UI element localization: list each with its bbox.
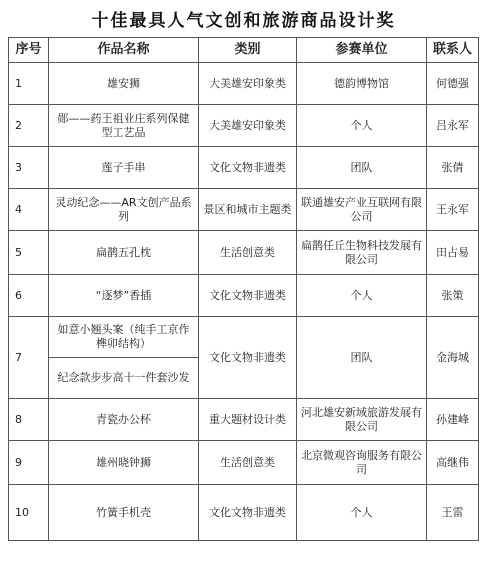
table-row	[9, 441, 479, 485]
row-num: 4	[9, 189, 49, 231]
row-name: 扁鹊五孔枕	[49, 231, 199, 275]
awards-table	[8, 37, 479, 541]
row-unit: 个人	[297, 105, 427, 147]
row-contact: 金海城	[427, 317, 479, 399]
row-category: 生活创意类	[199, 231, 297, 275]
table-header-row	[9, 38, 479, 63]
row-name: “逐梦”香插	[49, 275, 199, 317]
row-contact: 王雷	[427, 485, 479, 541]
row-num: 6	[9, 275, 49, 317]
header-unit: 参赛单位	[297, 38, 427, 63]
row-name-second: 纪念款步步高十一件套沙发	[49, 358, 199, 399]
table-row	[9, 485, 479, 541]
row-unit: 联通雄安产业互联网有限公司	[297, 189, 427, 231]
row-contact: 张倩	[427, 147, 479, 189]
row-num: 8	[9, 399, 49, 441]
header-num: 序号	[9, 38, 49, 63]
row-contact: 何德强	[427, 63, 479, 105]
row-name: 雄州晓钟狮	[49, 441, 199, 485]
row-contact: 吕永军	[427, 105, 479, 147]
row-category: 文化文物非遗类	[199, 485, 297, 541]
row-category: 文化文物非遗类	[199, 317, 297, 399]
row-name: 灵动纪念——AR文创产品系列	[49, 189, 199, 231]
row-num: 10	[9, 485, 49, 541]
row-unit: 团队	[297, 147, 427, 189]
row-name: 郧——药王祖业庄系列保健型工艺品	[49, 105, 199, 147]
row-unit: 河北雄安新域旅游发展有限公司	[297, 399, 427, 441]
row-category: 重大题材设计类	[199, 399, 297, 441]
row-unit: 团队	[297, 317, 427, 399]
row-unit: 扁鹊任丘生物科技发展有限公司	[297, 231, 427, 275]
table-row	[9, 275, 479, 317]
row-name: 雄安狮	[49, 63, 199, 105]
row-contact: 张策	[427, 275, 479, 317]
row-unit: 北京微观咨询服务有限公司	[297, 441, 427, 485]
row-category: 生活创意类	[199, 441, 297, 485]
table-row	[9, 231, 479, 275]
row-unit: 个人	[297, 275, 427, 317]
row-name: 青瓷办公杯	[49, 399, 199, 441]
row-category: 景区和城市主题类	[199, 189, 297, 231]
table-row	[9, 317, 479, 358]
table-row	[9, 399, 479, 441]
table-row	[9, 147, 479, 189]
header-category: 类别	[199, 38, 297, 63]
row-num: 2	[9, 105, 49, 147]
row-contact: 孙建峰	[427, 399, 479, 441]
row-category: 文化文物非遗类	[199, 275, 297, 317]
row-contact: 田占易	[427, 231, 479, 275]
row-category: 大美雄安印象类	[199, 105, 297, 147]
row-unit: 德韵博物馆	[297, 63, 427, 105]
row-name: 莲子手串	[49, 147, 199, 189]
row-num: 7	[9, 317, 49, 399]
row-unit: 个人	[297, 485, 427, 541]
row-name: 竹簧手机壳	[49, 485, 199, 541]
table-row	[9, 105, 479, 147]
row-num: 1	[9, 63, 49, 105]
header-contact: 联系人	[427, 38, 479, 63]
row-num: 9	[9, 441, 49, 485]
row-num: 3	[9, 147, 49, 189]
row-contact: 高继伟	[427, 441, 479, 485]
row-contact: 王永军	[427, 189, 479, 231]
row-category: 大美雄安印象类	[199, 63, 297, 105]
page-title: 十佳最具人气文创和旅游商品设计奖	[91, 11, 396, 31]
row-category: 文化文物非遗类	[199, 147, 297, 189]
table-row	[9, 63, 479, 105]
table-row	[9, 189, 479, 231]
row-name: 如意小翘头案（纯手工京作榫卯结构）	[49, 317, 199, 358]
header-name: 作品名称	[49, 38, 199, 63]
row-num: 5	[9, 231, 49, 275]
